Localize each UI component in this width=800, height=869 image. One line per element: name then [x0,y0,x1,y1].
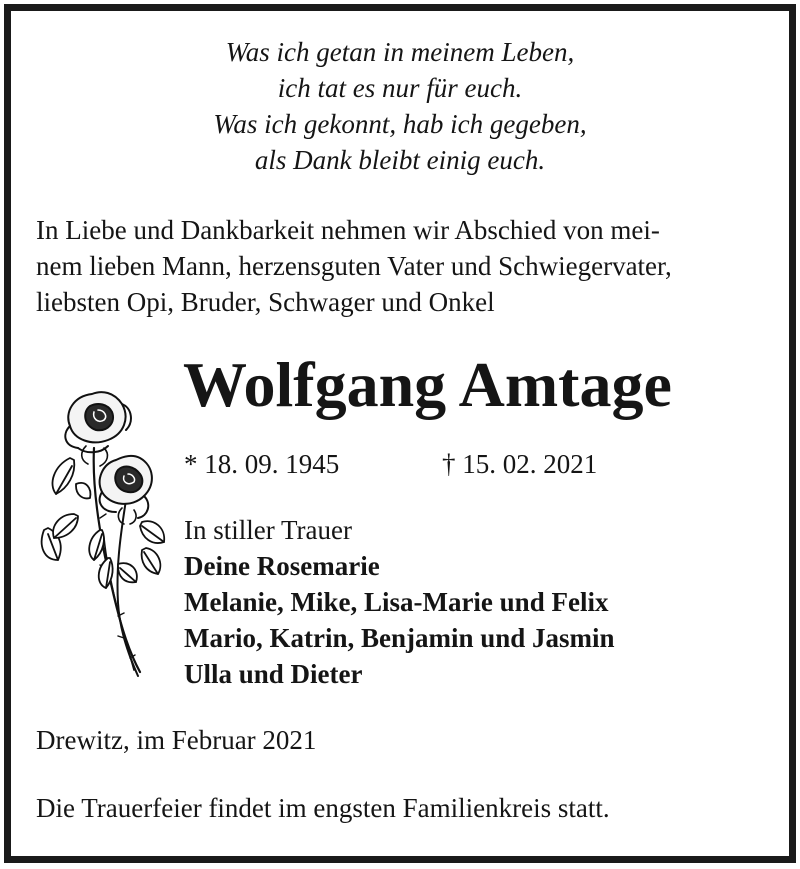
poem-line: ich tat es nur für euch. [277,73,523,103]
birth-date: * 18. 09. 1945 [184,449,340,479]
poem-line: Was ich gekonnt, hab ich gegeben, [213,109,587,139]
mourners-block [184,512,615,692]
mourners-heading: In stiller Trauer [184,515,352,545]
death-date: † 15. 02. 2021 [442,449,598,479]
mourner-name: Deine Rosemarie [184,551,380,581]
deceased-name: Wolfgang Amtage [183,349,672,420]
poem-line: als Dank bleibt einig euch. [254,145,546,175]
mourner-name: Mario, Katrin, Benjamin und Jasmin [184,623,615,653]
intro-text [36,212,672,320]
poem-line: Was ich getan in meinem Leben, [225,37,575,67]
poem [0,34,800,178]
roses-icon [34,388,170,688]
place-date: Drewitz, im Februar 2021 [36,725,317,755]
mourner-name: Ulla und Dieter [184,659,363,689]
intro-line: liebsten Opi, Bruder, Schwager und Onkel [36,287,495,317]
mourner-name: Melanie, Mike, Lisa-Marie und Felix [184,587,609,617]
funeral-notice: Die Trauerfeier findet im engsten Familienkreis statt. [36,793,610,823]
intro-line: In Liebe und Dankbarkeit nehmen wir Abschied von mei- [36,215,660,245]
intro-line: nem lieben Mann, herzensguten Vater und Schwiegervater, [36,251,672,281]
